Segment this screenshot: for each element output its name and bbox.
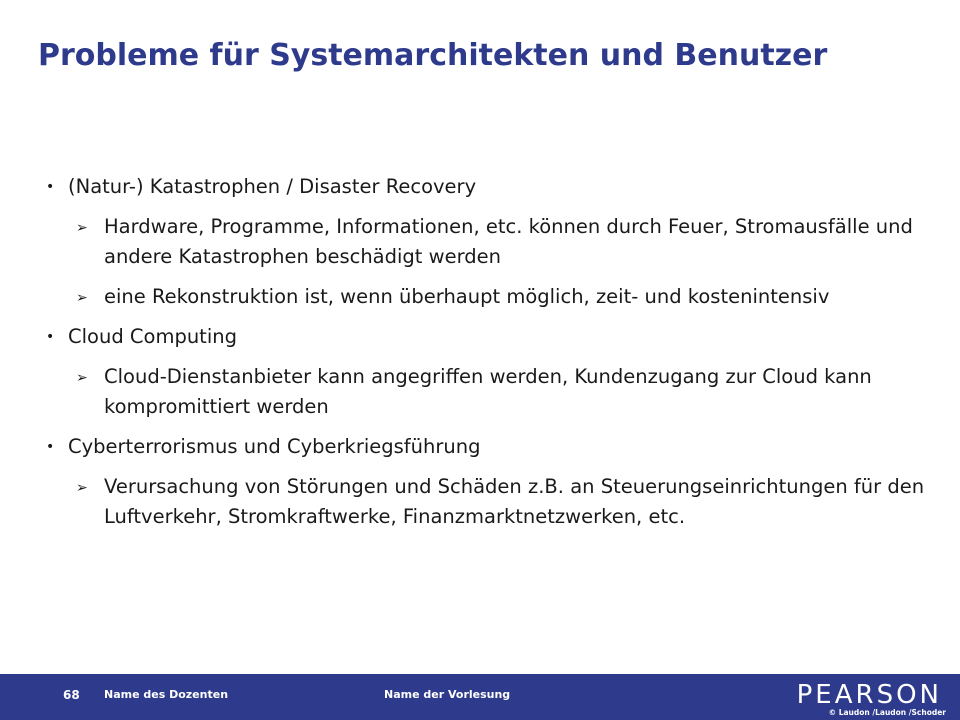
sub-bullet-text: eine Rekonstruktion ist, wenn überhaupt möglich, zeit- und kostenintensiv: [104, 285, 830, 308]
arrow-bullet-icon: ➢: [76, 480, 88, 496]
bullet-icon: •: [46, 179, 55, 195]
bullet-text: Cyberterrorismus und Cyberkriegsführung: [68, 435, 481, 458]
lecture-name: Name der Vorlesung: [384, 688, 511, 701]
sub-bullet-item: [46, 212, 926, 272]
sub-bullet-item: [46, 282, 926, 312]
bullet-text: Cloud Computing: [68, 325, 237, 348]
sub-bullet-text: Cloud-Dienstanbieter kann angegriffen werden, Kundenzugang zur Cloud kann kompromittiert werden: [104, 365, 872, 418]
sub-bullet-item: [46, 472, 926, 532]
bullet-text: (Natur-) Katastrophen / Disaster Recovery: [68, 175, 477, 198]
slide-title: Probleme für Systemarchitekten und Benutzer: [38, 38, 828, 73]
page-number: 68: [63, 688, 80, 702]
sub-bullet-text: Hardware, Programme, Informationen, etc. können durch Feuer, Stromausfälle und andere Katastrophen beschädigt werden: [104, 215, 913, 268]
footer-bar: [0, 674, 960, 720]
bullet-item: [46, 322, 926, 352]
bullet-item: [46, 172, 926, 202]
pearson-logo: PEARSON: [796, 680, 942, 710]
bullet-icon: •: [46, 329, 55, 345]
sub-bullet-text: Verursachung von Störungen und Schäden z.B. an Steuerungseinrichtungen für den Luftverkehr, Stromkraftwerke, Finanzmarktnetzwerken, etc.: [104, 475, 925, 528]
arrow-bullet-icon: ➢: [76, 290, 88, 306]
bullet-item: [46, 432, 926, 462]
slide-content: [46, 172, 926, 542]
copyright-note: © Laudon /Laudon /Schoder: [828, 708, 946, 717]
bullet-icon: •: [46, 439, 55, 455]
sub-bullet-item: [46, 362, 926, 422]
arrow-bullet-icon: ➢: [76, 220, 88, 236]
arrow-bullet-icon: ➢: [76, 370, 88, 386]
lecturer-name: Name des Dozenten: [104, 688, 229, 701]
